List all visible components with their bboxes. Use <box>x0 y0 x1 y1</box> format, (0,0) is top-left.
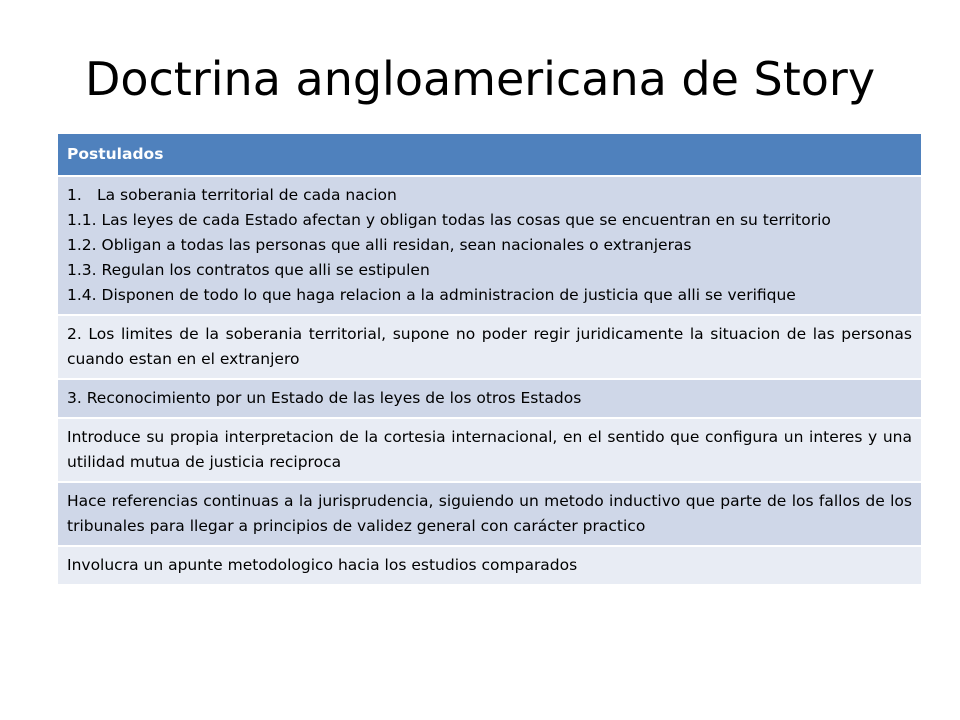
list-item-1 <box>67 183 912 208</box>
list-subitem-1-4: 1.4. Disponen de todo lo que haga relacion a la administracion de justicia que alli se verifique <box>67 286 796 304</box>
slide-title: Doctrina angloamericana de Story <box>84 52 876 106</box>
list-subitem-1-2: 1.2. Obligan a todas las personas que alli residan, sean nacionales o extranjeras <box>67 236 692 254</box>
row-recognition: 3. Reconocimiento por un Estado de las leyes de los otros Estados <box>58 379 921 418</box>
list-subitem-1-1: 1.1. Las leyes de cada Estado afectan y obligan todas las cosas que se encuentran en su territorio <box>67 211 831 229</box>
list-item-1-text: La soberania territorial de cada nacion <box>97 186 397 204</box>
postulados-table <box>58 134 921 586</box>
list-subitem-1-3: 1.3. Regulan los contratos que alli se estipulen <box>67 261 430 279</box>
table-row <box>58 418 921 482</box>
table-row <box>58 482 921 546</box>
list-item-1-number: 1. <box>67 186 82 204</box>
table-row <box>58 546 921 585</box>
table-row <box>58 379 921 418</box>
table-row <box>58 176 921 315</box>
row-comparative-studies: Involucra un apunte metodologico hacia los estudios comparados <box>58 546 921 585</box>
row-jurisprudence: Hace referencias continuas a la jurisprudencia, siguiendo un metodo inductivo que parte de los fallos de los tribunales para llegar a principios de validez general con carácter practico <box>58 482 921 546</box>
table-row <box>58 315 921 379</box>
table-header-row <box>58 134 921 176</box>
row-sovereignty-limits: 2. Los limites de la soberania territorial, supone no poder regir juridicamente la situacion de las personas cuando estan en el extranjero <box>58 315 921 379</box>
row-territorial-sovereignty <box>58 176 921 315</box>
table-header-postulados: Postulados <box>58 134 921 176</box>
row-international-courtesy: Introduce su propia interpretacion de la cortesia internacional, en el sentido que configura un interes y una utilidad mutua de justicia reciproca <box>58 418 921 482</box>
